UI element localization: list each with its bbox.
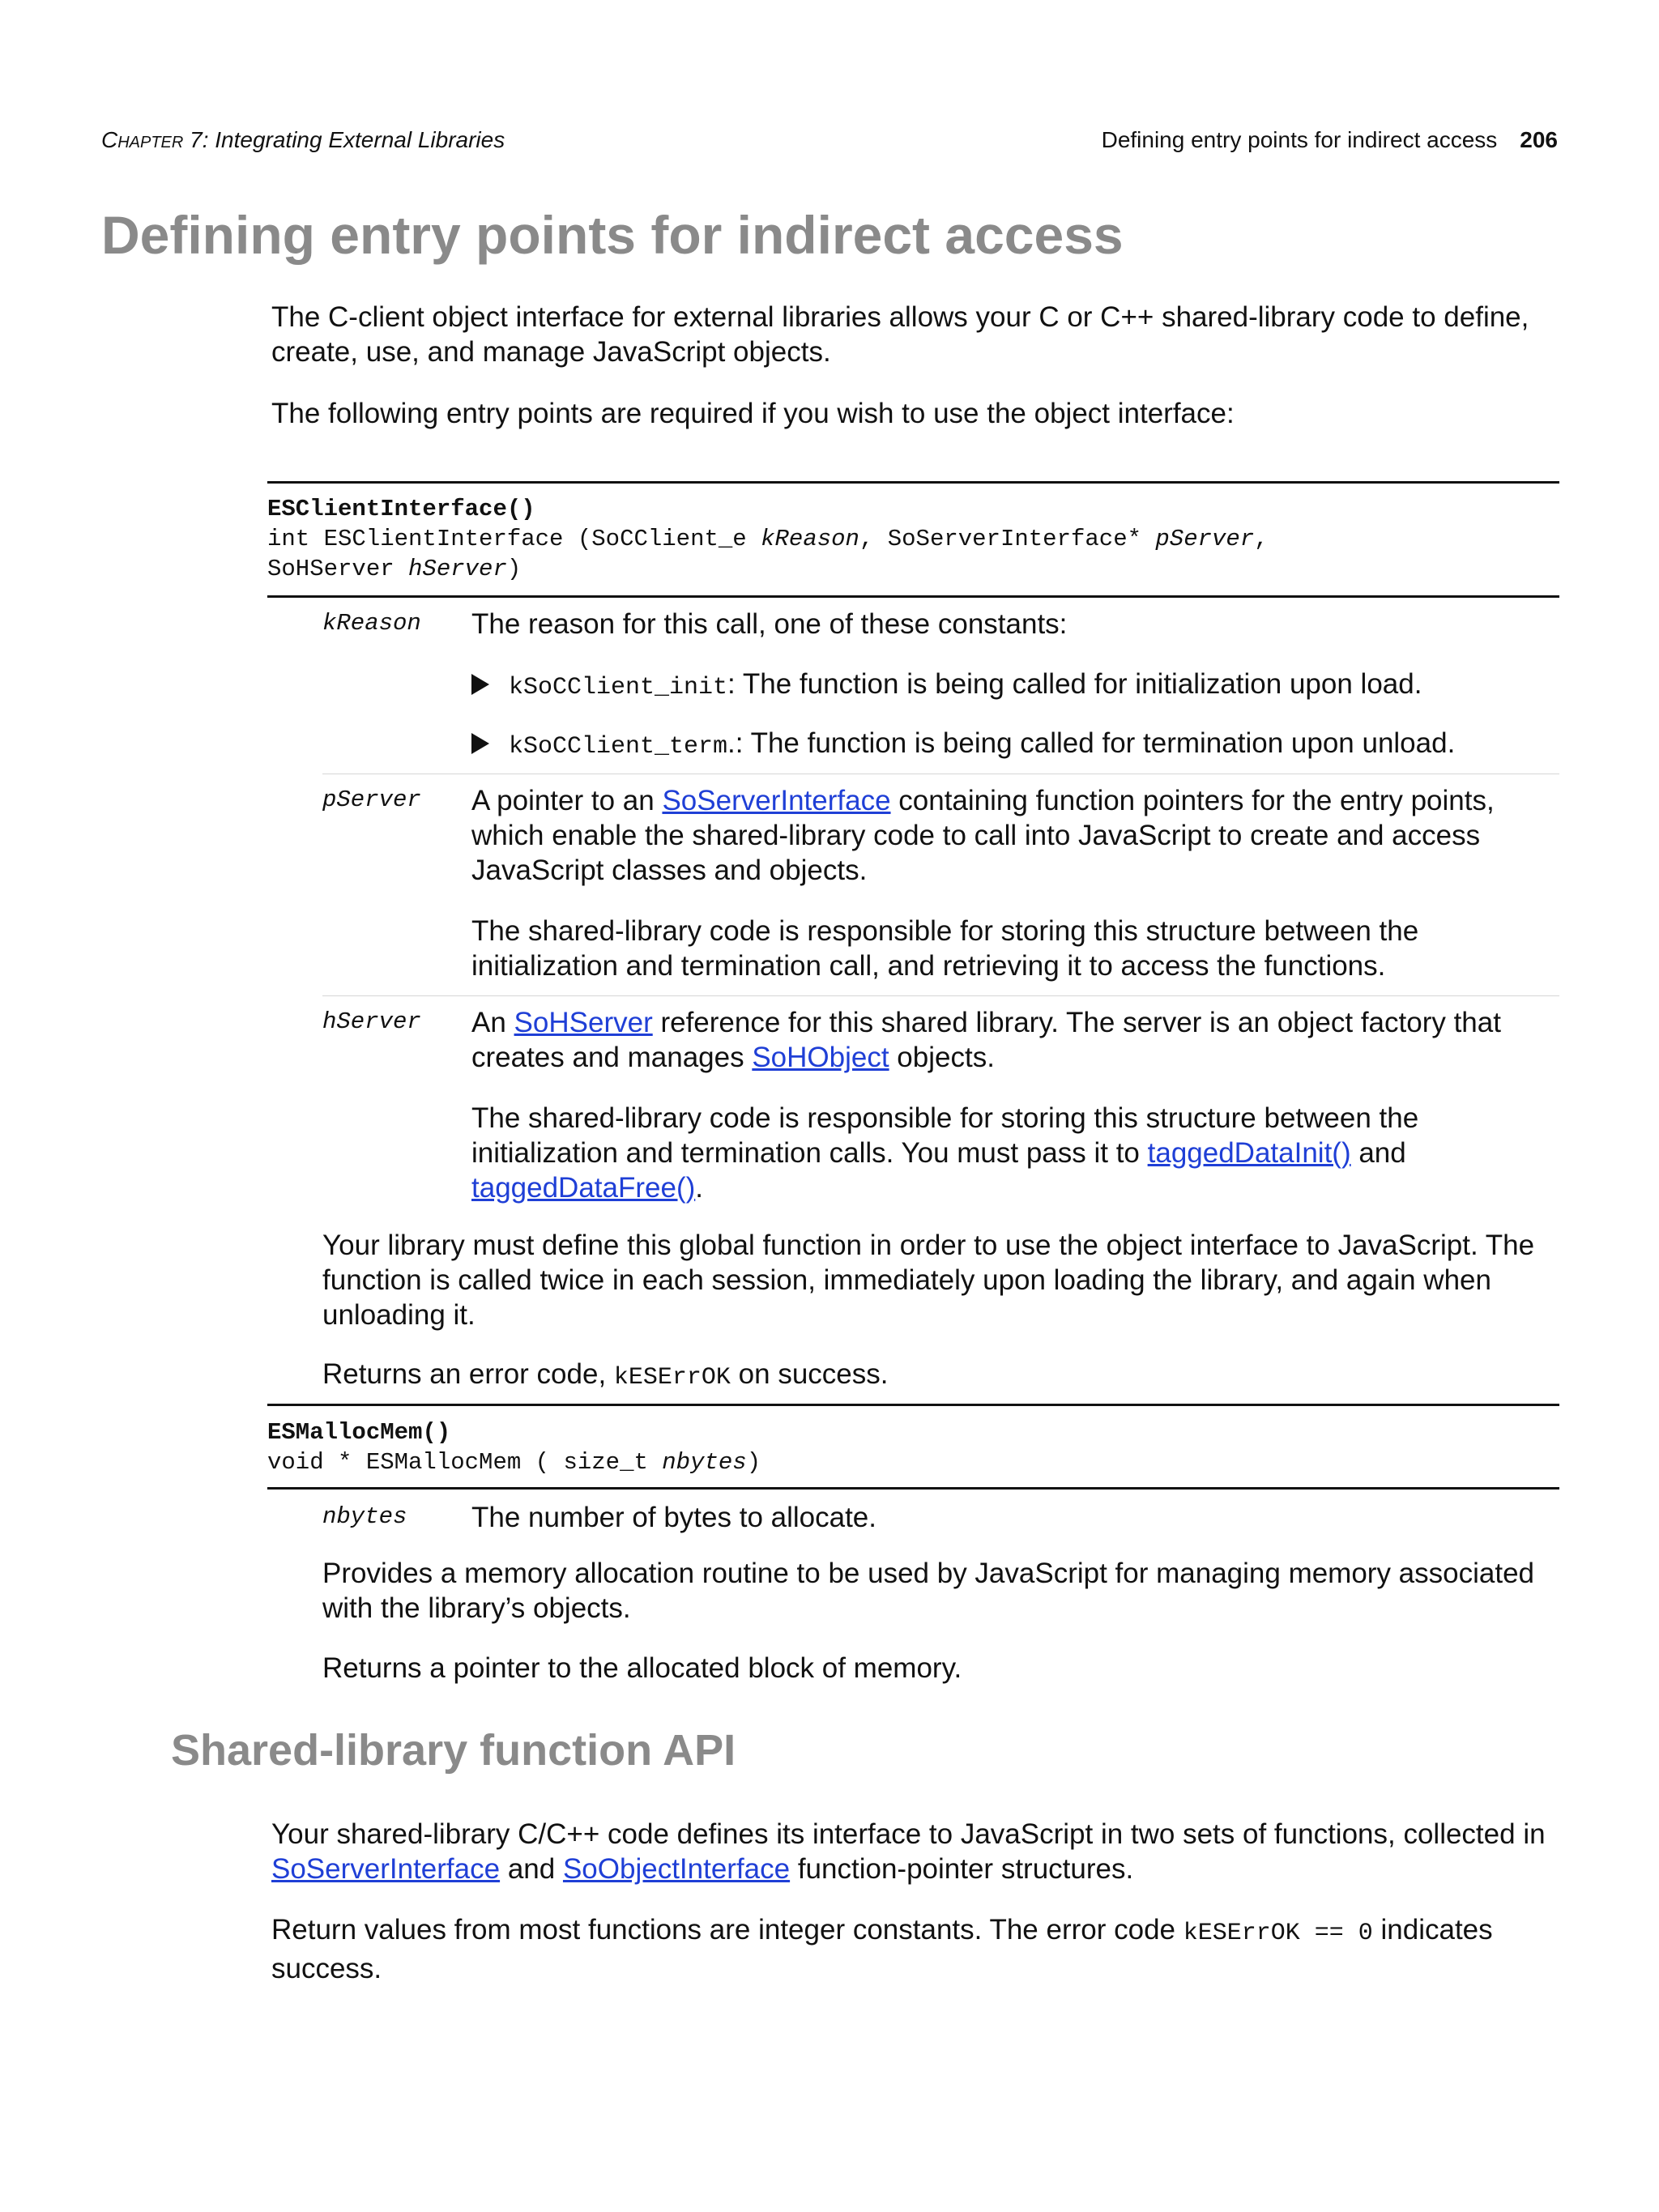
bullet-arrow-icon bbox=[471, 733, 489, 754]
signature-top-rule bbox=[267, 1404, 1559, 1406]
header-section: Defining entry points for indirect access bbox=[1101, 127, 1498, 152]
page-title: Defining entry points for indirect access bbox=[101, 205, 1124, 265]
header-right bbox=[1102, 127, 1558, 153]
param-kreason: kReason bbox=[322, 610, 421, 637]
signature-line-2: SoHServer hServer) bbox=[267, 556, 522, 582]
running-header bbox=[101, 127, 1558, 160]
esmalloc-returns: Returns a pointer to the allocated block of memory. bbox=[322, 1652, 962, 1684]
param-pserver-desc: A pointer to an SoServerInterface containing function pointers for the entry points, which enable the shared-library code to call into JavaScript to create and access JavaScript classes and objects. bbox=[471, 785, 1495, 886]
esmalloc-description: Provides a memory allocation routine to be used by JavaScript for managing memory associated with the library’s objects. bbox=[322, 1558, 1535, 1624]
intro-paragraph: The C-client object interface for external libraries allows your C or C++ shared-library code to define, create, use, and manage JavaScript objects. bbox=[271, 301, 1529, 368]
bullet-item: kSoCClient_term.: The function is being called for termination upon unload. bbox=[471, 726, 1455, 765]
esclient-description: Your library must define this global function in order to use the object interface to JavaScript. The function is called twice in each session, immediately upon loading the library, and again when unloading it. bbox=[322, 1230, 1535, 1331]
section-paragraph-2: Return values from most functions are integer constants. The error code kESErrOK == 0 indicates success. bbox=[271, 1914, 1493, 1984]
function-name: ESMallocMem() bbox=[267, 1419, 451, 1446]
section-paragraph: Your shared-library C/C++ code defines its interface to JavaScript in two sets of functions, collected in SoServerInterface and SoObjectInterface function-pointer structures. bbox=[271, 1818, 1546, 1885]
function-name: ESClientInterface() bbox=[267, 496, 535, 522]
param-divider bbox=[322, 995, 1559, 996]
signature-top-rule bbox=[267, 481, 1559, 484]
link-soserverinterface[interactable]: SoServerInterface bbox=[271, 1853, 501, 1885]
bullet-item: kSoCClient_init: The function is being called for initialization upon load. bbox=[471, 667, 1422, 705]
signature-bottom-rule bbox=[267, 595, 1559, 598]
link-sohserver[interactable]: SoHServer bbox=[514, 1007, 653, 1038]
param-nbytes-desc: The number of bytes to allocate. bbox=[471, 1502, 876, 1533]
bullet-arrow-icon bbox=[471, 674, 489, 695]
link-sohobject[interactable]: SoHObject bbox=[752, 1042, 889, 1073]
intro-paragraph-2: The following entry points are required if you wish to use the object interface: bbox=[271, 398, 1235, 429]
signature-line-1: void * ESMallocMem ( size_t nbytes) bbox=[267, 1449, 761, 1476]
link-soserverinterface[interactable]: SoServerInterface bbox=[662, 785, 891, 816]
param-pserver: pServer bbox=[322, 786, 421, 813]
param-hserver: hServer bbox=[322, 1008, 421, 1035]
signature-bottom-rule bbox=[267, 1487, 1559, 1490]
page-number: 206 bbox=[1520, 127, 1558, 152]
link-taggeddatainit[interactable]: taggedDataInit() bbox=[1147, 1137, 1351, 1169]
param-hserver-desc: An SoHServer reference for this shared library. The server is an object factory that creates and manages SoHObject objects. bbox=[471, 1007, 1501, 1073]
chapter-title: Chapter 7: Integrating External Libraries bbox=[101, 127, 505, 152]
section-heading: Shared-library function API bbox=[171, 1726, 736, 1775]
param-hserver-desc-2: The shared-library code is responsible for storing this structure between the initialization and termination calls. You must pass it to taggedDataInit() and taggedDataFree(). bbox=[471, 1102, 1419, 1204]
link-taggeddatafree[interactable]: taggedDataFree() bbox=[471, 1172, 696, 1204]
param-nbytes: nbytes bbox=[322, 1503, 407, 1530]
esclient-returns: Returns an error code, kESErrOK on success. bbox=[322, 1358, 889, 1392]
link-soobjectinterface[interactable]: SoObjectInterface bbox=[562, 1853, 791, 1885]
param-pserver-desc-2: The shared-library code is responsible for storing this structure between the initialization and termination call, and retrieving it to access the functions. bbox=[471, 915, 1419, 982]
esclient-signature bbox=[267, 494, 1559, 584]
esmalloc-signature bbox=[267, 1417, 1559, 1477]
param-kreason-desc: The reason for this call, one of these constants: bbox=[471, 608, 1068, 640]
signature-line-1: int ESClientInterface (SoCClient_e kReason, SoServerInterface* pServer, bbox=[267, 526, 1269, 552]
